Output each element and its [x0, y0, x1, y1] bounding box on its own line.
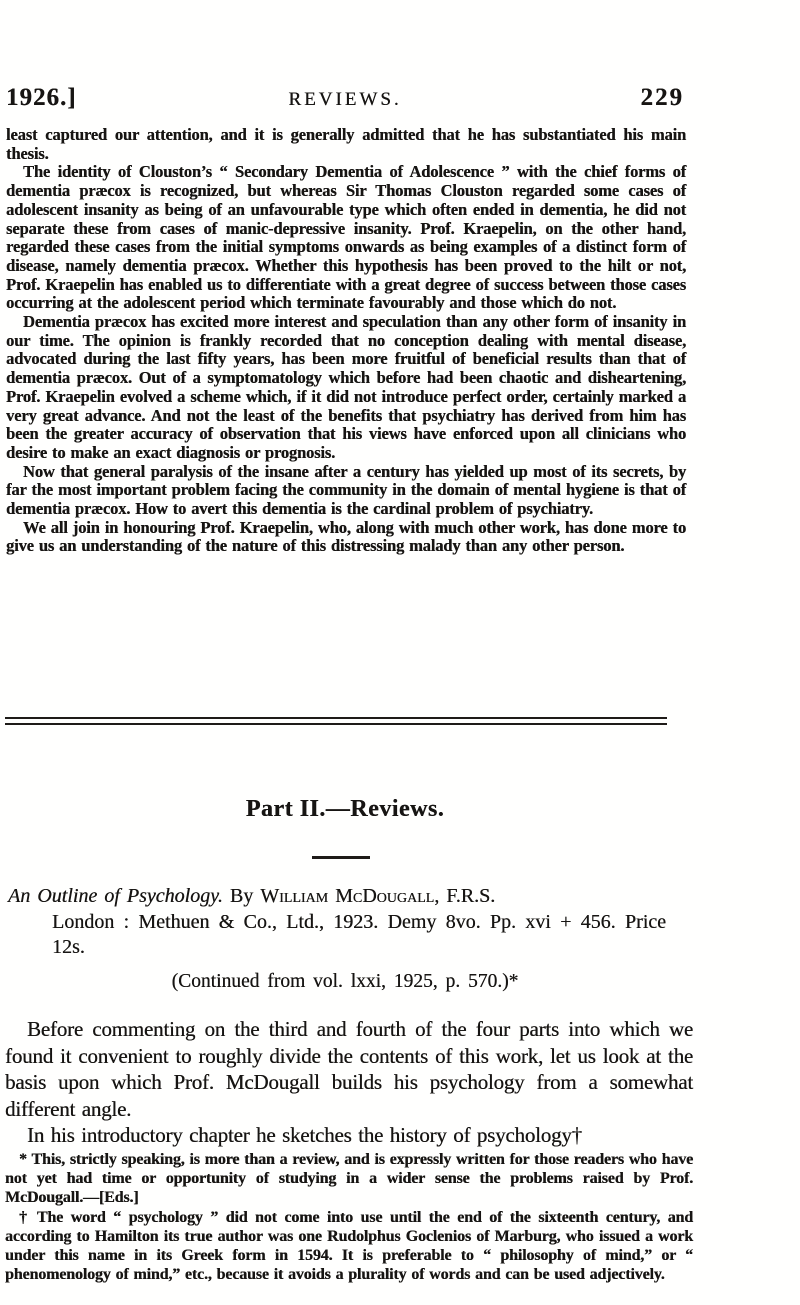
- book-author: William McDougall: [260, 885, 435, 907]
- paragraph: Now that general paralysis of the insane after a century has yielded up most of its secrets, by far the most important problem facing the community in the domain of mental hygiene is that of dementia præcox. How to avert this dementia is the cardinal problem of psychiatry.: [6, 461, 686, 519]
- citation-imprint: London : Methuen & Co., Ltd., 1923. Demy 8vo. Pp. xvi + 456. Price 12s.: [52, 910, 666, 958]
- paragraph: Dementia præcox has excited more interest and speculation than any other form of insanity in our time. The opinion is frankly recorded that no conception dealing with mental disease, advocated during the last fifty years, has been more fruitful of beneficial results than that of dementia præcox. Out of a symptomatology which before had been chaotic and disheartening, Prof. Kraepelin evolved a scheme which, if it did not introduce perfect order, certainly marked a very great advance. And not the least of the benefits that psychiatry has derived from him has been the greater accuracy of observation that his views have enforced upon all clinicians who desire to make an exact diagnosis or prognosis.: [6, 312, 686, 462]
- section-divider-rule: [5, 717, 667, 725]
- paragraph: In his introductory chapter he sketches the history of psychology†: [27, 1123, 582, 1148]
- citation-by: By: [222, 885, 261, 907]
- book-title: An Outline of Psychology.: [8, 885, 223, 907]
- heading-rule: [312, 856, 370, 859]
- kraepelin-review-conclusion: [6, 126, 686, 556]
- header-running-title: REVIEWS.: [288, 89, 402, 110]
- review-body: [5, 1016, 693, 1149]
- paragraph: The identity of Clouston’s “ Secondary Dementia of Adolescence ” with the chief forms of dementia præcox is recognized, but whereas Sir Thomas Clouston regarded some cases of adolescent insanity as being of an unfavourable type which often ended in dementia, he did not separate these from cases of manic-depressive insanity. Prof. Kraepelin, on the other hand, regarded these cases from the initial symptoms onwards as being examples of a distinct form of disease, namely dementia præcox. Whether this hypothesis has been proved to the hilt or not, Prof. Kraepelin has enabled us to differentiate with a great degree of success between those cases occurring at the adolescent period which terminate favourably and those which do not.: [6, 162, 686, 313]
- header-year: 1926.]: [6, 84, 77, 111]
- paragraph: least captured our attention, and it is generally admitted that he has substantiated his main thesis.: [6, 125, 686, 163]
- continued-note: (Continued from vol. lxxi, 1925, p. 570.)*: [171, 971, 519, 992]
- book-citation: [8, 884, 666, 961]
- paragraph: Before commenting on the third and fourth of the four parts into which we found it convenient to roughly divide the contents of this work, let us look at the basis upon which Prof. McDougall builds his psychology from a somewhat different angle.: [5, 1017, 693, 1121]
- header-page-number: 229: [640, 84, 684, 111]
- part-heading: Part II.—Reviews.: [245, 796, 445, 822]
- author-postnominal: , F.R.S.: [434, 885, 496, 907]
- running-head: [6, 84, 684, 112]
- footnote-dagger: † The word “ psychology ” did not come into use until the end of the sixteenth century, and according to Hamilton its true author was one Rudolphus Goclenios of Marburg, who issued a work under this name in its Greek form in 1594. It is preferable to “ philosophy of mind,” or “ phenomenology of mind,” etc., because it avoids a plurality of words and can be used adjectively.: [5, 1208, 693, 1284]
- footnote-asterisk: * This, strictly speaking, is more than a review, and is expressly written for those readers who have not yet had time or opportunity of studying in a wider sense the problems raised by Prof. McDougall.—[Eds.]: [5, 1151, 693, 1207]
- footnotes: [5, 1150, 693, 1284]
- paragraph: We all join in honouring Prof. Kraepelin, who, along with much other work, has done more to give us an understanding of the nature of this distressing malady than any other person.: [6, 517, 686, 556]
